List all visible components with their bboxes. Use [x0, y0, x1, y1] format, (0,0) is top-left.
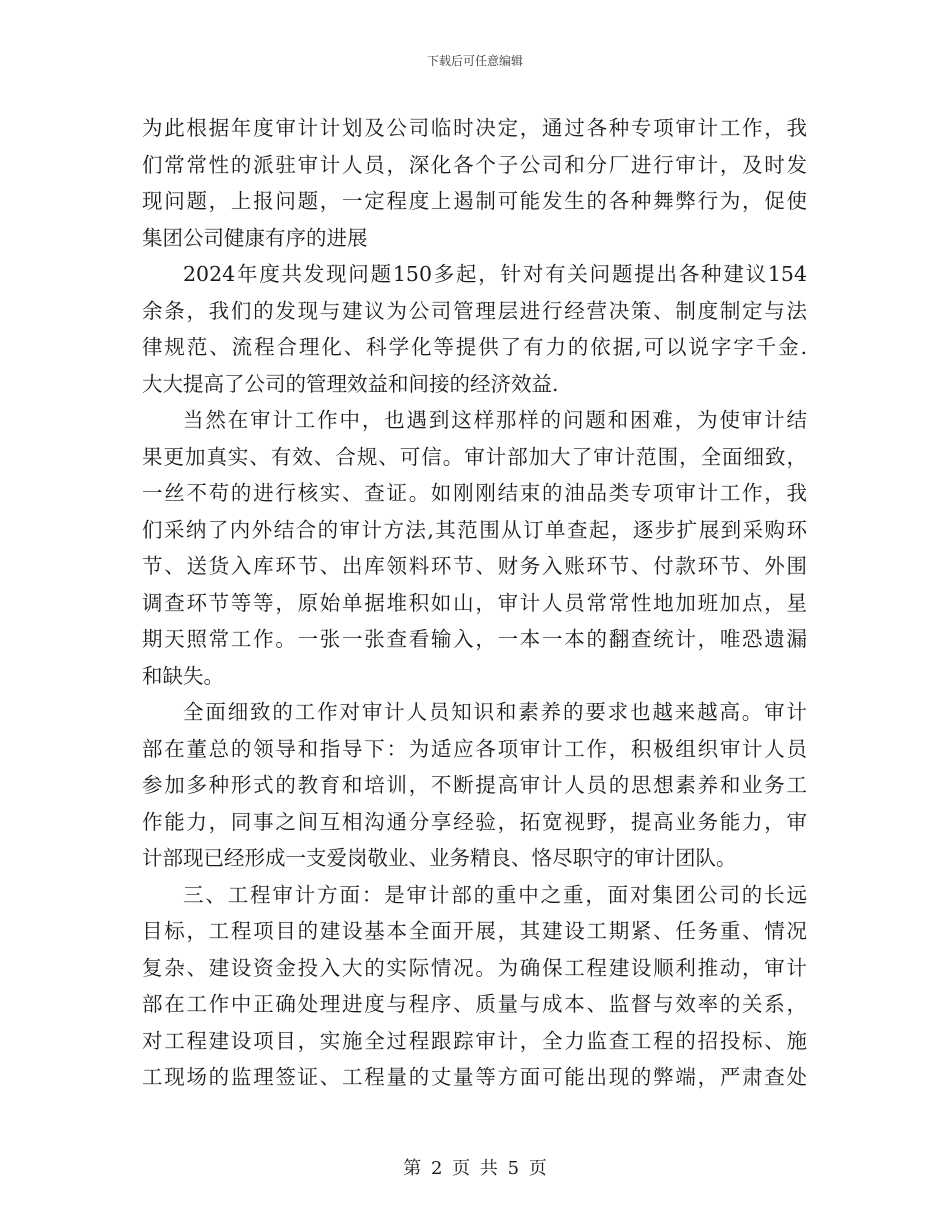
paragraph	[142, 402, 807, 694]
text-line: 作能力，同事之间互相沟通分享经验，拓宽视野，提高业务能力，审	[142, 809, 807, 834]
text-line: 三、工程审计方面：是审计部的重中之重，面对集团公司的长远	[183, 882, 807, 907]
paragraph	[142, 256, 807, 402]
text-line: 目标，工程项目的建设基本全面开展，其建设工期紧、任务重、情况	[142, 919, 807, 943]
text-line: 部在董总的领导和指导下：为适应各项审计工作，积极组织审计人员	[142, 736, 807, 761]
text-line: 部在工作中正确处理进度与程序、质量与成本、监督与效率的关系，	[142, 992, 807, 1016]
page-header: 下载后可任意编辑	[426, 54, 523, 68]
text-line: 律规范、流程合理化、科学化等提供了有力的依据,可以说字字千金.	[142, 335, 807, 359]
text-line: 余条，我们的发现与建议为公司管理层进行经营决策、制度制定与法	[142, 298, 807, 323]
text-line: 节、送货入库环节、出库领料环节、财务入账环节、付款环节、外围	[142, 554, 807, 578]
text-line: 2024年度共发现问题150多起，针对有关问题提出各种建议154	[183, 262, 807, 286]
paragraph	[142, 877, 807, 1096]
text-line: 集团公司健康有序的进展	[142, 225, 368, 250]
text-line: 参加多种形式的教育和培训，不断提高审计人员的思想素养和业务工	[142, 773, 807, 797]
text-line: 们常常性的派驻审计人员，深化各个子公司和分厂进行审计，及时发	[142, 152, 807, 177]
paragraph	[142, 110, 807, 256]
text-line: 计部现已经形成一支爱岗敬业、业务精良、恪尽职守的审计团队。	[142, 846, 737, 870]
text-line: 当然在审计工作中，也遇到这样那样的问题和困难，为使审计结	[183, 408, 807, 432]
paragraph	[142, 694, 807, 877]
text-line: 工现场的监理签证、工程量的丈量等方面可能出现的弊端，严肃查处	[142, 1065, 807, 1089]
text-line: 为此根据年度审计计划及公司临时决定，通过各种专项审计工作，我	[142, 116, 807, 140]
text-line: 现问题，上报问题，一定程度上遏制可能发生的各种舞弊行为，促使	[142, 189, 807, 213]
text-line: 一丝不苟的进行核实、查证。如刚刚结束的油品类专项审计工作，我	[142, 481, 807, 505]
text-line: 们采纳了内外结合的审计方法,其范围从订单查起，逐步扩展到采购环	[142, 517, 807, 542]
text-line: 调查环节等等，原始单据堆积如山，审计人员常常性地加班加点，星	[142, 590, 807, 615]
text-line: 果更加真实、有效、合规、可信。审计部加大了审计范围，全面细致，	[142, 444, 807, 469]
text-line: 对工程建设项目，实施全过程跟踪审计，全力监查工程的招投标、施	[142, 1028, 807, 1053]
document-body	[142, 110, 807, 1096]
text-line: 全面细致的工作对审计人员知识和素养的要求也越来越高。审计	[183, 700, 807, 724]
text-line: 复杂、建设资金投入大的实际情况。为确保工程建设顺利推动，审计	[142, 955, 807, 980]
page-number: 第 2 页 共 5 页	[403, 1158, 547, 1179]
text-line: 和缺失。	[142, 663, 224, 688]
text-line: 大大提高了公司的管理效益和间接的经济效益.	[142, 371, 559, 396]
text-line: 期天照常工作。一张一张查看输入，一本一本的翻查统计，唯恐遗漏	[142, 627, 807, 651]
